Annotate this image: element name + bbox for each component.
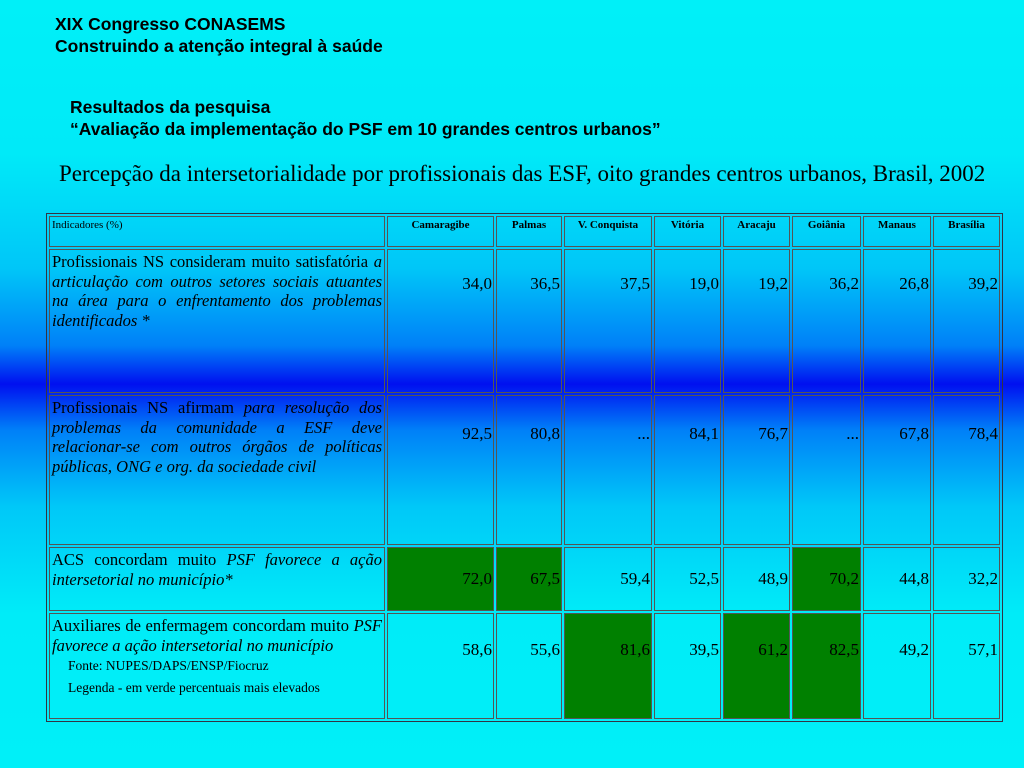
congress-subtitle: Construindo a atenção integral à saúde	[55, 36, 383, 56]
value-cell: 72,0	[387, 547, 494, 611]
indicator-label	[49, 395, 385, 545]
table-row	[49, 547, 1000, 611]
survey-header	[70, 96, 661, 140]
indicator-label-italic: para resolução dos problemas da comunidade a ESF deve relacionar-se com outros órgãos de políticas públicas, ONG e org. da sociedade civil	[52, 398, 382, 476]
indicator-label	[49, 547, 385, 611]
survey-title: “Avaliação da implementação do PSF em 10 grandes centros urbanos”	[70, 119, 661, 139]
column-header: V. Conquista	[564, 216, 652, 247]
value-cell: 78,4	[933, 395, 1000, 545]
value-cell: 39,5	[654, 613, 721, 719]
value-cell: 67,5	[496, 547, 562, 611]
value-cell: 52,5	[654, 547, 721, 611]
value-cell: 80,8	[496, 395, 562, 545]
column-header: Manaus	[863, 216, 931, 247]
value-cell: 26,8	[863, 249, 931, 393]
results-title: Resultados da pesquisa	[70, 97, 271, 117]
indicator-label-plain: Profissionais NS afirmam	[52, 398, 244, 417]
column-header: Camaragibe	[387, 216, 494, 247]
value-cell: 19,2	[723, 249, 790, 393]
column-header: Palmas	[496, 216, 562, 247]
value-cell: 61,2	[723, 613, 790, 719]
value-cell: 19,0	[654, 249, 721, 393]
value-cell: 76,7	[723, 395, 790, 545]
indicator-label	[49, 249, 385, 393]
table-header-row	[49, 216, 1000, 247]
column-header: Aracaju	[723, 216, 790, 247]
value-cell: 48,9	[723, 547, 790, 611]
data-table-container	[46, 213, 1003, 722]
column-header: Brasília	[933, 216, 1000, 247]
legend-note: Legenda - em verde percentuais mais elevados	[68, 680, 320, 695]
congress-title: XIX Congresso CONASEMS	[55, 14, 286, 34]
table-caption: Percepção da intersetorialidade por profissionais das ESF, oito grandes centros urbanos, Brasil, 2002	[59, 161, 986, 186]
indicator-label-plain: Auxiliares de enfermagem concordam muito	[52, 616, 354, 635]
value-cell: 36,2	[792, 249, 861, 393]
value-cell: 92,5	[387, 395, 494, 545]
value-cell: 84,1	[654, 395, 721, 545]
value-cell: 49,2	[863, 613, 931, 719]
data-table	[46, 213, 1003, 722]
indicator-label-plain: Profissionais NS consideram muito satisfatória	[52, 252, 374, 271]
indicator-label-italic: PSF favorece a ação intersetorial no município	[52, 616, 382, 655]
table-row	[49, 395, 1000, 545]
value-cell: 67,8	[863, 395, 931, 545]
value-cell: 36,5	[496, 249, 562, 393]
column-header: Goiânia	[792, 216, 861, 247]
value-cell: 58,6	[387, 613, 494, 719]
source-note: Fonte: NUPES/DAPS/ENSP/Fiocruz	[68, 658, 269, 673]
value-cell: ...	[564, 395, 652, 545]
value-cell: 34,0	[387, 249, 494, 393]
value-cell: 82,5	[792, 613, 861, 719]
value-cell: ...	[792, 395, 861, 545]
table-body	[49, 249, 1000, 719]
value-cell: 39,2	[933, 249, 1000, 393]
indicator-label-italic: a articulação com outros setores sociais atuantes na área para o enfrentamento dos problemas identificados *	[52, 252, 382, 330]
table-row	[49, 249, 1000, 393]
value-cell: 81,6	[564, 613, 652, 719]
value-cell: 59,4	[564, 547, 652, 611]
value-cell: 44,8	[863, 547, 931, 611]
table-footnotes	[68, 655, 320, 699]
indicator-label-plain: ACS concordam muito	[52, 550, 227, 569]
value-cell: 37,5	[564, 249, 652, 393]
indicator-column-header: Indicadores (%)	[49, 216, 385, 247]
column-header: Vitória	[654, 216, 721, 247]
congress-header	[55, 13, 383, 57]
value-cell: 32,2	[933, 547, 1000, 611]
indicator-label-italic: PSF favorece a ação intersetorial no município*	[52, 550, 383, 589]
value-cell: 70,2	[792, 547, 861, 611]
value-cell: 55,6	[496, 613, 562, 719]
value-cell: 57,1	[933, 613, 1000, 719]
